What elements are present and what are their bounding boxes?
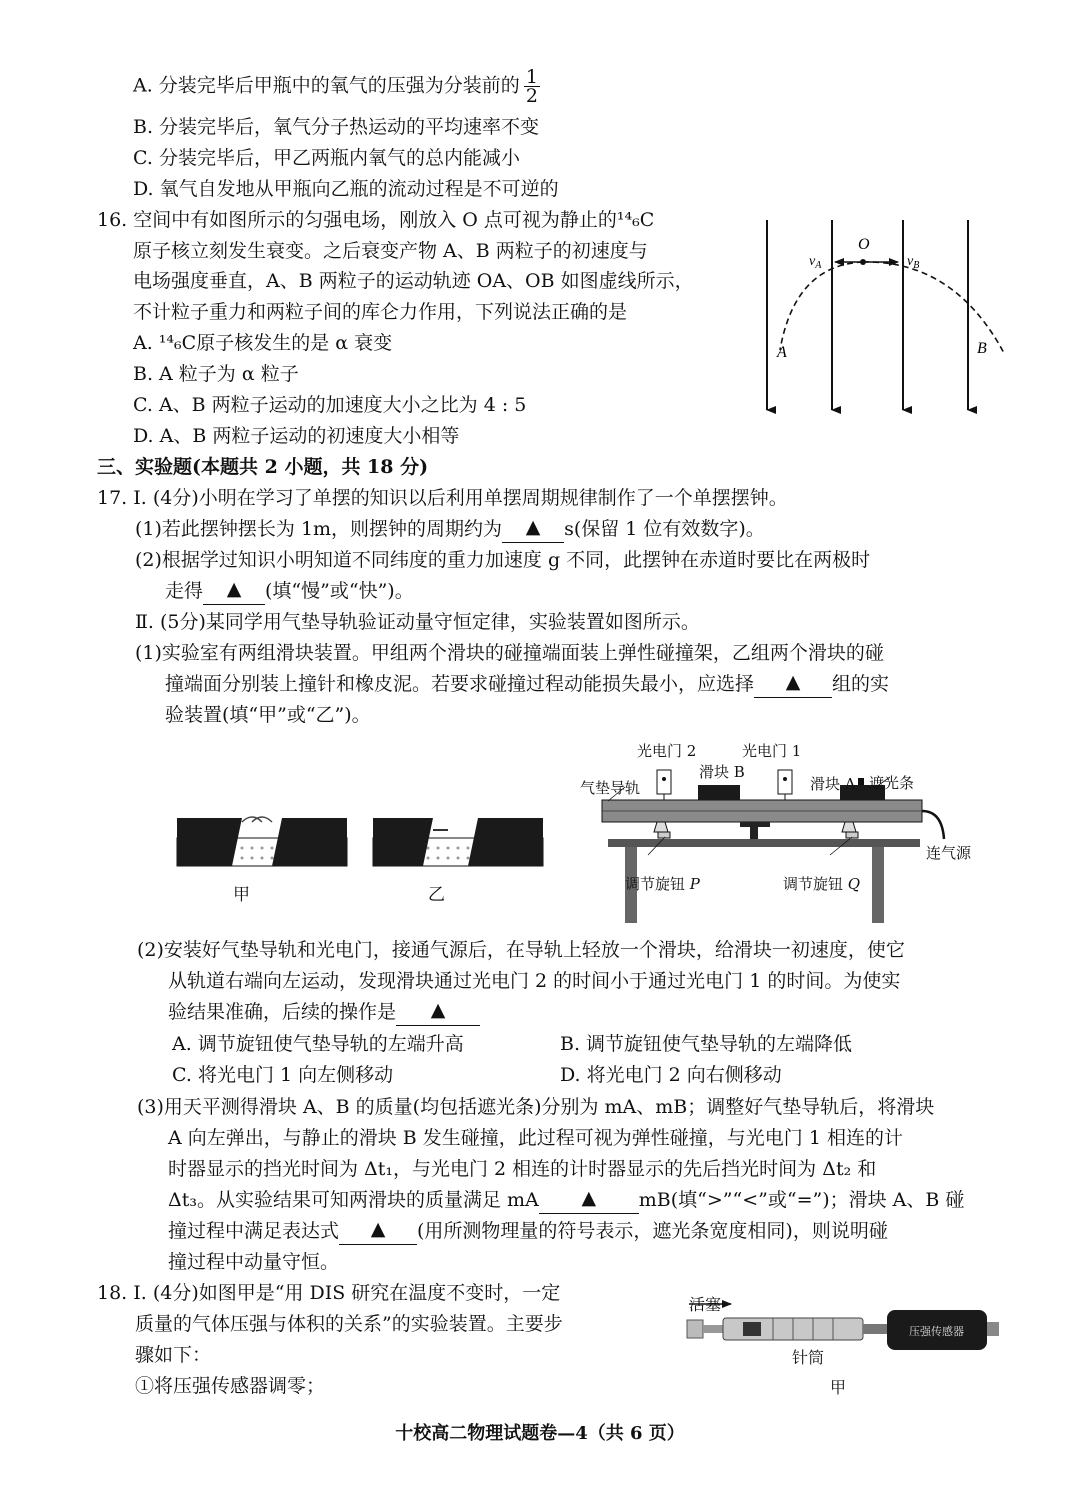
label-photogate-2: 光电门 2: [637, 742, 697, 760]
q17-part2-q3-line2: A 向左弹出，与静止的滑块 B 发生碰撞，此过程可视为弹性碰撞，与光电门 1 相连的计: [168, 1127, 903, 1149]
q16-stem-line1: 16. 空间中有如图所示的匀强电场，刚放入 O 点可视为静止的¹⁴₆C: [97, 209, 655, 231]
answer-blank: ▲: [396, 995, 480, 1026]
slider-figure-yi: [368, 808, 548, 878]
q17-part1-q2-line1: (2)根据学过知识小明知道不同纬度的重力加速度 g 不同，此摆钟在赤道时要比在两极时: [135, 549, 871, 571]
q15-option-a: A. 分装完毕后甲瓶中的氧气的压强为分装前的 $\frac{1}{2}$: [133, 66, 538, 107]
q17-part2-intro: Ⅱ. (5分)某同学用气垫导轨验证动量守恒定律，实验装置如图所示。: [135, 611, 700, 633]
label-barrel: 针筒: [792, 1348, 825, 1367]
q17-part2-q3-line1: (3)用天平测得滑块 A、B 的质量(均包括遮光条)分别为 mA、mB；调整好气垫导轨后，将滑块: [137, 1096, 935, 1118]
label-air-source: 连气源: [926, 844, 972, 862]
q17-part2-q3-line3: 时器显示的挡光时间为 Δt₁，与光电门 2 相连的计时器显示的先后挡光时间为 Δt₂ 和: [168, 1158, 877, 1180]
q16-stem-line2: 原子核立刻发生衰变。之后衰变产物 A、B 两粒子的初速度与: [133, 240, 648, 262]
label-photogate-1: 光电门 1: [742, 742, 802, 760]
figure-caption-yi: 乙: [428, 885, 445, 905]
q17-part2-q2-option-a: A. 调节旋钮使气垫导轨的左端升高: [172, 1033, 464, 1055]
label-b: B: [977, 340, 987, 357]
figure-caption-jia: 甲: [233, 885, 250, 905]
q17-part2-q2-line1: (2)安装好气垫导轨和光电门，接通气源后，在导轨上轻放一个滑块，给滑块一初速度，使它: [137, 939, 905, 961]
label-piston: 活塞: [689, 1295, 722, 1314]
q16-option-b: B. A 粒子为 α 粒子: [133, 363, 299, 385]
q17-part2-q2-option-b: B. 调节旋钮使气垫导轨的左端降低: [560, 1033, 853, 1055]
q17-part2-q2-line3: 验结果准确，后续的操作是 ▲: [168, 997, 480, 1028]
q17-part2-q3-line4: Δt₃。从实验结果可知两滑块的质量满足 mA ▲ mB(填“>”“<”或“=”)；滑块 A、B 碰: [168, 1185, 964, 1216]
air-track-apparatus: [590, 745, 1010, 925]
answer-blank: ▲: [502, 512, 564, 543]
q17-part2-q1-line3: 验装置(填“甲”或“乙”)。: [165, 704, 371, 726]
fraction: $\frac{1}{2}$: [525, 66, 538, 107]
label-knob-q: 调节旋钮 Q: [783, 875, 861, 893]
slider-figure-jia: [172, 808, 352, 878]
q17-part2-q1-line2: 撞端面分别装上撞针和橡皮泥。若要求碰撞过程动能损失最小，应选择 ▲ 组的实: [165, 669, 889, 700]
page-footer: 十校高二物理试题卷—4（共 6 页）: [395, 1423, 685, 1444]
q16-option-d: D. A、B 两粒子运动的初速度大小相等: [133, 425, 460, 447]
label-slider-b: 滑块 B: [699, 763, 745, 781]
q18-line2: 质量的气体压强与体积的关系”的实验装置。主要步: [135, 1313, 563, 1335]
answer-blank: ▲: [203, 574, 265, 605]
label-air-track: 气垫导轨: [580, 779, 641, 797]
q17-part2-q3-line6: 撞过程中动量守恒。: [168, 1251, 340, 1273]
answer-blank: ▲: [754, 667, 832, 698]
trajectory-oa: [780, 262, 863, 350]
label-a: A: [777, 344, 787, 361]
q17-part2-q3-line5: 撞过程中满足表达式 ▲ (用所测物理量的符号表示，遮光条宽度相同)，则说明碰: [168, 1216, 888, 1247]
q17-part1-q1: (1)若此摆钟摆长为 1m，则摆钟的周期约为 ▲ s(保留 1 位有效数字)。: [135, 514, 765, 545]
q17-part2-q2-line2: 从轨道右端向左运动，发现滑块通过光电门 2 的时间小于通过光电门 1 的时间。为使实: [168, 970, 901, 992]
figure-caption-jia-syringe: 甲: [830, 1378, 847, 1397]
electric-field-diagram: [755, 215, 1055, 425]
sensor-label: 压强传感器: [909, 1325, 964, 1338]
q17-part1-q2-line2: 走得 ▲ (填“慢”或“快”)。: [165, 576, 414, 607]
label-vb: $v_B$: [907, 254, 920, 271]
label-knob-p: 调节旋钮 P: [625, 875, 700, 893]
q16-stem-line3: 电场强度垂直，A、B 两粒子的运动轨迹 OA、OB 如图虚线所示，: [133, 270, 694, 292]
answer-blank: ▲: [339, 1214, 417, 1245]
q17-part2-q2-option-d: D. 将光电门 2 向右侧移动: [560, 1064, 782, 1086]
label-slider-a: 滑块 A: [810, 775, 856, 793]
section-heading: 三、实验题(本题共 2 小题，共 18 分): [97, 456, 429, 478]
point-o: [860, 259, 866, 265]
syringe-apparatus: [683, 1298, 1003, 1368]
answer-blank: ▲: [539, 1183, 639, 1214]
q16-option-c: C. A、B 两粒子运动的加速度大小之比为 4 : 5: [133, 394, 527, 416]
q15-option-b: B. 分装完毕后，氧气分子热运动的平均速率不变: [133, 116, 540, 138]
label-shade-strip: 遮光条: [869, 774, 915, 792]
q16-stem-line4: 不计粒子重力和两粒子间的库仑力作用，下列说法正确的是: [133, 301, 628, 323]
q18-line1: 18. Ⅰ. (4分)如图甲是“用 DIS 研究在温度不变时，一定: [97, 1282, 561, 1304]
q15-option-d: D. 氧气自发地从甲瓶向乙瓶的流动过程是不可逆的: [133, 178, 559, 200]
q16-option-a: A. ¹⁴₆C原子核发生的是 α 衰变: [133, 332, 393, 354]
q18-line4: ①将压强传感器调零；: [135, 1375, 326, 1397]
q18-line3: 骤如下：: [135, 1344, 212, 1366]
label-o: O: [858, 236, 870, 253]
q15-option-c: C. 分装完毕后，甲乙两瓶内氧气的总内能减小: [133, 147, 520, 169]
label-va: $v_A$: [809, 254, 822, 271]
q17-part1-intro: 17. Ⅰ. (4分)小明在学习了单摆的知识以后利用单摆周期规律制作了一个单摆摆钟。: [97, 487, 788, 509]
q17-part2-q2-option-c: C. 将光电门 1 向左侧移动: [172, 1064, 394, 1086]
q17-part2-q1-line1: (1)实验室有两组滑块装置。甲组两个滑块的碰撞端面装上弹性碰撞架，乙组两个滑块的碰: [135, 642, 884, 664]
